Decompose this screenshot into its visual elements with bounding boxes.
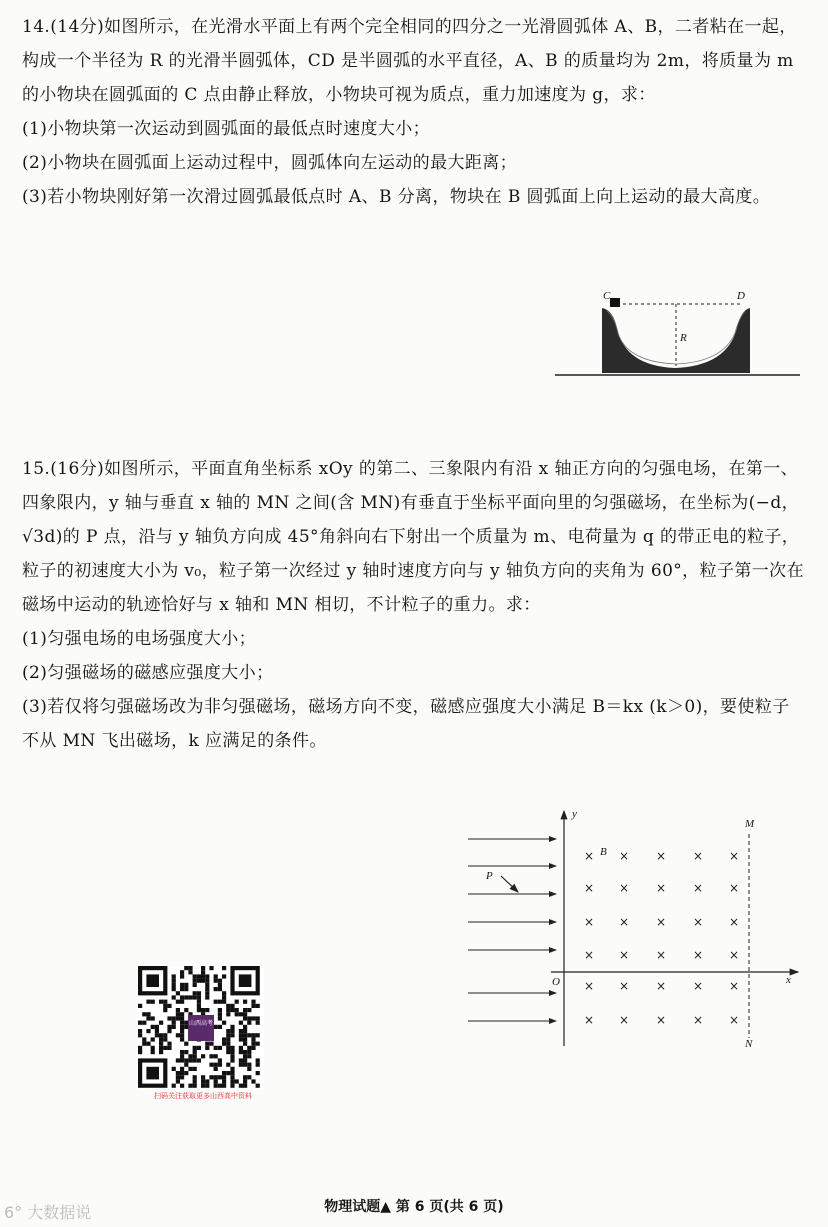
- qr-code[interactable]: [138, 966, 264, 1090]
- svg-text:×: ×: [655, 849, 667, 863]
- svg-text:×: ×: [618, 948, 630, 962]
- particle-velocity-arrow: [501, 876, 518, 892]
- q14-item-1: (1)小物块第一次运动到圆弧面的最低点时速度大小；: [22, 119, 431, 139]
- question-14: [22, 10, 807, 214]
- svg-text:×: ×: [618, 881, 630, 895]
- svg-text:×: ×: [728, 849, 740, 863]
- label-d: D: [737, 290, 745, 302]
- question-15: [22, 452, 807, 758]
- svg-text:×: ×: [655, 915, 667, 929]
- svg-text:×: ×: [655, 948, 667, 962]
- svg-text:×: ×: [655, 1013, 667, 1027]
- svg-text:×: ×: [728, 881, 740, 895]
- q14-intro: 14.(14分)如图所示，在光滑水平面上有两个完全相同的四分之一光滑圆弧体 A、B，二者粘在一起，构成一个半径为 R 的光滑半圆弧体，CD 是半圆弧的水平直径，A、B 的质量均为 2m，将质量为 m 的小物块在圆弧面的 C 点由静止释放，小物块可视为质点，重力加速度为 g，求：: [22, 17, 797, 105]
- svg-text:×: ×: [618, 915, 630, 929]
- svg-text:×: ×: [728, 915, 740, 929]
- svg-text:×: ×: [692, 881, 704, 895]
- qr-logo: [188, 1015, 214, 1041]
- small-block: [610, 298, 620, 307]
- halfpipe-diagram: [555, 288, 800, 383]
- svg-text:×: ×: [583, 915, 595, 929]
- label-y: y: [572, 808, 577, 820]
- label-m: M: [745, 818, 755, 830]
- q15-figure: [466, 806, 806, 1051]
- svg-text:×: ×: [618, 849, 630, 863]
- svg-text:×: ×: [692, 849, 704, 863]
- magnetic-field-crosses: [584, 849, 739, 1027]
- label-x: x: [786, 974, 791, 986]
- svg-text:×: ×: [655, 881, 667, 895]
- svg-text:×: ×: [583, 849, 595, 863]
- q15-item-1: (1)匀强电场的电场强度大小；: [22, 629, 257, 649]
- label-n: N: [745, 1038, 753, 1050]
- svg-text:×: ×: [692, 915, 704, 929]
- qr-logo-text: 山西高考: [188, 1020, 213, 1027]
- label-r: R: [680, 332, 687, 344]
- svg-text:×: ×: [655, 979, 667, 993]
- electric-field-arrows: [468, 839, 556, 1021]
- svg-text:×: ×: [583, 881, 595, 895]
- q15-item-2: (2)匀强磁场的磁感应强度大小；: [22, 663, 274, 683]
- q14-item-3: (3)若小物块刚好第一次滑过圆弧最低点时 A、B 分离，物块在 B 圆弧面上向上运动的最大高度。: [22, 187, 771, 207]
- qr-caption: 扫码关注获取更多山西高中资料: [154, 1092, 252, 1100]
- page-footer: 物理试题▲ 第 6 页(共 6 页): [324, 1199, 504, 1215]
- svg-text:×: ×: [692, 1013, 704, 1027]
- label-p: P: [486, 870, 493, 882]
- svg-text:×: ×: [583, 1013, 595, 1027]
- svg-text:×: ×: [583, 948, 595, 962]
- svg-text:×: ×: [692, 948, 704, 962]
- svg-text:×: ×: [728, 979, 740, 993]
- q15-intro: 15.(16分)如图所示，平面直角坐标系 xOy 的第二、三象限内有沿 x 轴正方向的匀强电场，在第一、四象限内，y 轴与垂直 x 轴的 MN 之间(含 MN)有垂直于坐标平面向里的匀强磁场，在坐标为(−d，√3d)的 P 点，沿与 y 轴负方向成 45°角斜向右下射出一个质量为 m、电荷量为 q 的带正电的粒子，粒子的初速度大小为 v₀，粒子第一次经过 y 轴时速度方向与 y 轴负方向的夹角为 60°，粒子第一次在磁场中运动的轨迹恰好与 x 轴和 MN 相切，不计粒子的重力。求：: [22, 459, 804, 615]
- svg-text:×: ×: [618, 979, 630, 993]
- field-diagram: [466, 806, 806, 1051]
- svg-text:×: ×: [692, 979, 704, 993]
- q14-figure: [555, 288, 800, 383]
- svg-text:×: ×: [728, 1013, 740, 1027]
- q15-item-3: (3)若仅将匀强磁场改为非匀强磁场，磁场方向不变，磁感应强度大小满足 B＝kx (k＞0)，要使粒子不从 MN 飞出磁场，k 应满足的条件。: [22, 697, 790, 751]
- label-c: C: [603, 290, 611, 302]
- label-b: B: [600, 846, 607, 858]
- svg-text:×: ×: [728, 948, 740, 962]
- q14-item-2: (2)小物块在圆弧面上运动过程中，圆弧体向左运动的最大距离；: [22, 153, 518, 173]
- svg-text:×: ×: [583, 979, 595, 993]
- watermark: 6° 大数据说: [4, 1203, 92, 1222]
- svg-text:×: ×: [618, 1013, 630, 1027]
- label-o: O: [552, 976, 560, 988]
